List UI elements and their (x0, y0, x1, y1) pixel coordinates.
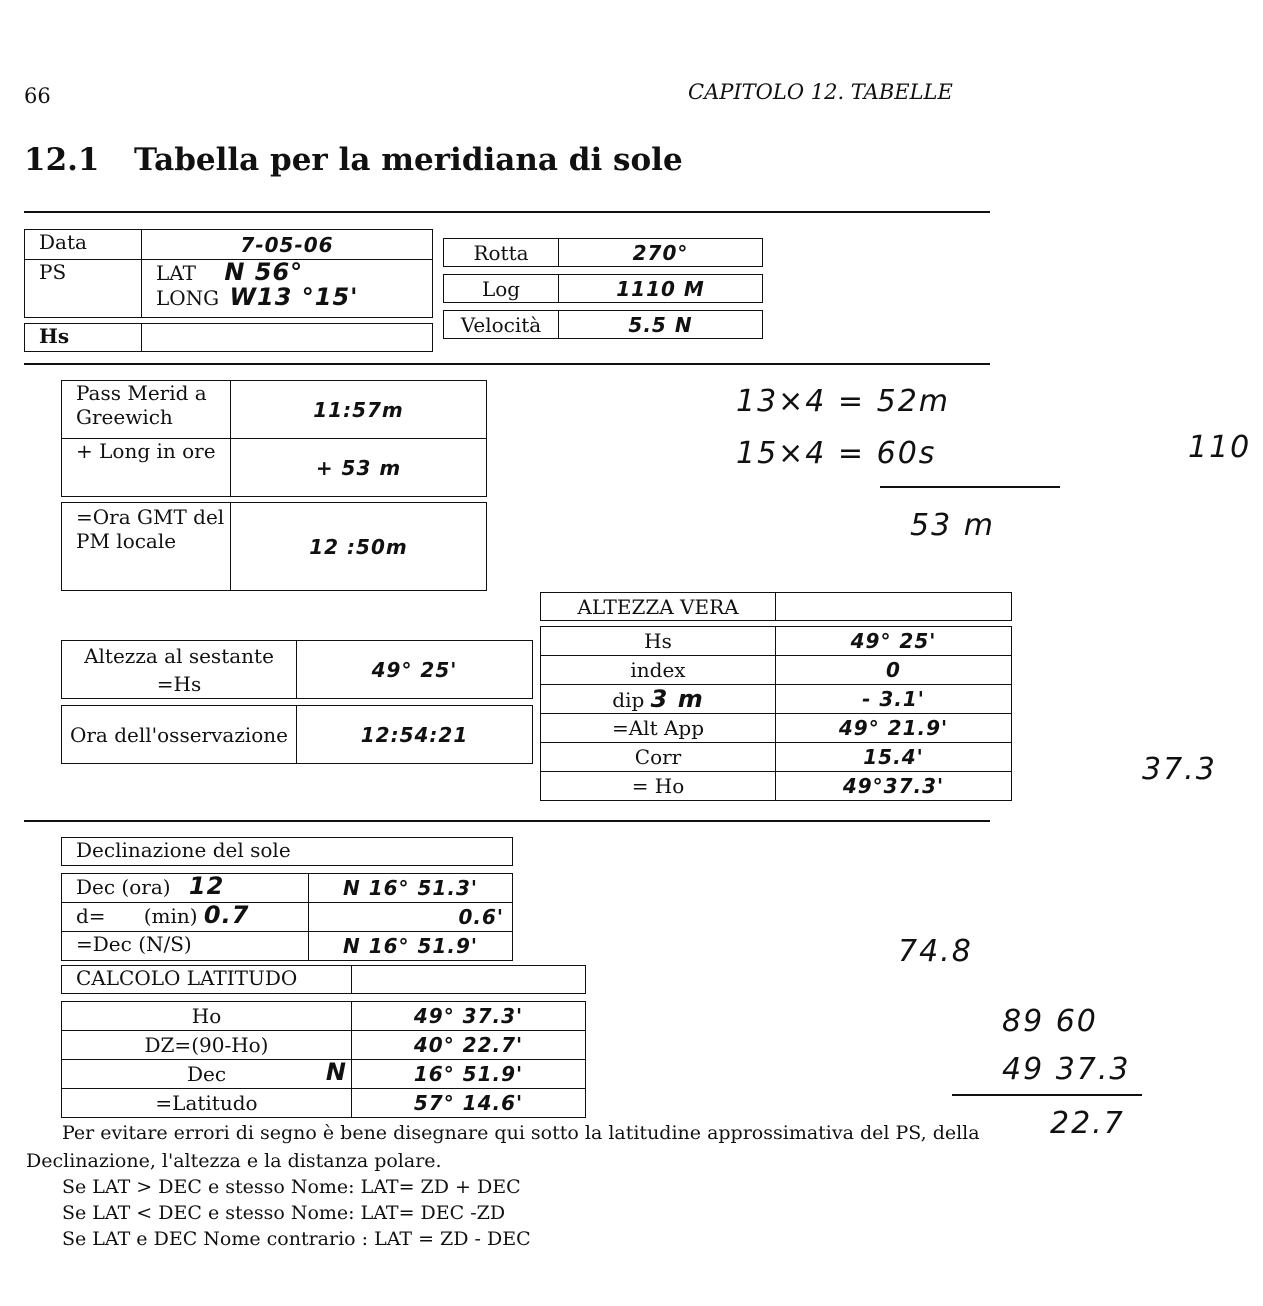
time-table (61, 380, 487, 497)
lat-value[interactable]: N 56° (224, 258, 304, 286)
av-index-value[interactable]: 0 (776, 656, 1012, 685)
av-ho-label: = Ho (541, 772, 776, 801)
section-number: 12.1 (24, 142, 100, 178)
av-hs-value[interactable]: 49° 25' (776, 627, 1012, 656)
dec-min-value[interactable]: 0.6' (309, 903, 513, 932)
dec-ora-cell (62, 874, 309, 903)
hs-value[interactable] (142, 324, 433, 352)
calcolo-title: CALCOLO LATITUDO (62, 966, 352, 994)
lat-label: LAT (156, 261, 196, 285)
av-corr-value[interactable]: 15.4' (776, 743, 1012, 772)
calcolo-title-table (61, 965, 586, 994)
rule-1: Se LAT > DEC e stesso Nome: LAT= ZD + DEC (62, 1176, 521, 1198)
av-corr-label: Corr (541, 743, 776, 772)
altezza-vera-table (540, 626, 1012, 801)
calc-lat-label: =Latitudo (62, 1089, 352, 1118)
sextant-table (61, 640, 533, 699)
calc-dz-label: DZ=(90-Ho) (62, 1031, 352, 1060)
velocita-label: Velocità (444, 311, 559, 339)
dec-min-cell (62, 903, 309, 932)
long-label: LONG (156, 286, 220, 310)
calc-note-2: 15×4 = 60s (736, 436, 937, 471)
calcolo-table (61, 1001, 586, 1118)
long-ore-value[interactable]: + 53 m (231, 439, 487, 497)
av-index-label: index (541, 656, 776, 685)
margin-note-2: 37.3 (1142, 752, 1217, 787)
position-table (24, 229, 433, 318)
altezza-vera-title: ALTEZZA VERA (541, 593, 776, 621)
calcolo-title-value[interactable] (352, 966, 586, 994)
calc-dec-cell (62, 1060, 352, 1089)
declinazione-table (61, 873, 513, 961)
nav-table-rotta (443, 238, 763, 267)
log-value[interactable]: 1110 M (559, 275, 763, 303)
calc-note-result: 53 m (910, 508, 995, 543)
nav-table-log (443, 274, 763, 303)
velocita-value[interactable]: 5.5 N (559, 311, 763, 339)
hs-row-table (24, 323, 433, 352)
dec-ns-label: =Dec (N/S) (62, 932, 309, 961)
sub-underline (952, 1094, 1142, 1096)
sub-note-1: 89 60 (1002, 1004, 1098, 1039)
gmt-table (61, 502, 487, 591)
calc-dec-value[interactable]: 16° 51.9' (352, 1060, 586, 1089)
dec-ora-note[interactable]: 12 (188, 872, 225, 900)
dec-min-label: d= (min) (76, 904, 198, 928)
instruction-line-1: Per evitare errori di segno è bene disegnare qui sotto la latitudine approssimativa del PS, della (62, 1122, 980, 1144)
av-ho-value[interactable]: 49°37.3' (776, 772, 1012, 801)
rule-3: Se LAT e DEC Nome contrario : LAT = ZD - DEC (62, 1228, 531, 1250)
av-dip-note[interactable]: 3 m (650, 684, 704, 713)
data-value[interactable]: 7-05-06 (142, 230, 433, 260)
dec-min-note[interactable]: 0.7 (203, 901, 250, 929)
nav-table-velocita (443, 310, 763, 339)
calc-dec-label: Dec (186, 1062, 227, 1086)
altezza-vera-title-value[interactable] (776, 593, 1012, 621)
av-dip-cell (541, 685, 776, 714)
rule-2: Se LAT < DEC e stesso Nome: LAT= DEC -ZD (62, 1202, 506, 1224)
calc-underline (880, 486, 1060, 488)
av-dip-label: dip (612, 687, 645, 712)
dec-ora-label: Dec (ora) (76, 875, 171, 899)
altezza-sestante-value[interactable]: 49° 25' (297, 641, 533, 699)
pass-merid-value[interactable]: 11:57m (231, 381, 487, 439)
dec-ns-value[interactable]: N 16° 51.9' (309, 932, 513, 961)
ps-coords (142, 260, 433, 318)
hs-label: Hs (25, 324, 142, 352)
margin-note-1: 110 (1188, 430, 1252, 465)
calc-ho-value[interactable]: 49° 37.3' (352, 1002, 586, 1031)
ps-label: PS (25, 260, 142, 318)
ora-table (61, 705, 533, 764)
instruction-line-2: Declinazione, l'altezza e la distanza polare. (26, 1150, 442, 1172)
declinazione-title: Declinazione del sole (62, 838, 513, 866)
log-label: Log (444, 275, 559, 303)
av-altapp-value[interactable]: 49° 21.9' (776, 714, 1012, 743)
altezza-sestante-label: Altezza al sestante =Hs (62, 641, 297, 699)
av-altapp-label: =Alt App (541, 714, 776, 743)
rotta-value[interactable]: 270° (559, 239, 763, 267)
section-title: Tabella per la meridiana di sole (134, 142, 683, 178)
ora-osservazione-value[interactable]: 12:54:21 (297, 706, 533, 764)
long-ore-label: + Long in ore (62, 439, 231, 497)
sub-note-2: 49 37.3 (1002, 1052, 1131, 1087)
page-number: 66 (24, 84, 51, 108)
data-label: Data (25, 230, 142, 260)
rotta-label: Rotta (444, 239, 559, 267)
calc-ho-label: Ho (62, 1002, 352, 1031)
altezza-vera-title-table (540, 592, 1012, 621)
ora-osservazione-label: Ora dell'osservazione (62, 706, 297, 764)
declinazione-title-table (61, 837, 513, 866)
gmt-label: =Ora GMT del PM locale (62, 503, 231, 591)
margin-note-3: 74.8 (898, 934, 973, 969)
calc-note-1: 13×4 = 52m (736, 384, 951, 419)
divider-bottom (24, 820, 990, 822)
calc-lat-value[interactable]: 57° 14.6' (352, 1089, 586, 1118)
av-dip-value[interactable]: - 3.1' (776, 685, 1012, 714)
pass-merid-label: Pass Merid a Greewich (62, 381, 231, 439)
divider-middle (24, 363, 990, 365)
section-heading (24, 142, 683, 178)
divider-top (24, 211, 990, 213)
calc-dec-note[interactable]: N (325, 1058, 347, 1086)
sub-note-result: 22.7 (1050, 1106, 1125, 1141)
av-hs-label: Hs (541, 627, 776, 656)
calc-dz-value[interactable]: 40° 22.7' (352, 1031, 586, 1060)
gmt-value[interactable]: 12 :50m (231, 503, 487, 591)
long-value[interactable]: W13 °15' (229, 283, 359, 311)
dec-ora-value[interactable]: N 16° 51.3' (309, 874, 513, 903)
chapter-heading: CAPITOLO 12. TABELLE (688, 80, 953, 104)
